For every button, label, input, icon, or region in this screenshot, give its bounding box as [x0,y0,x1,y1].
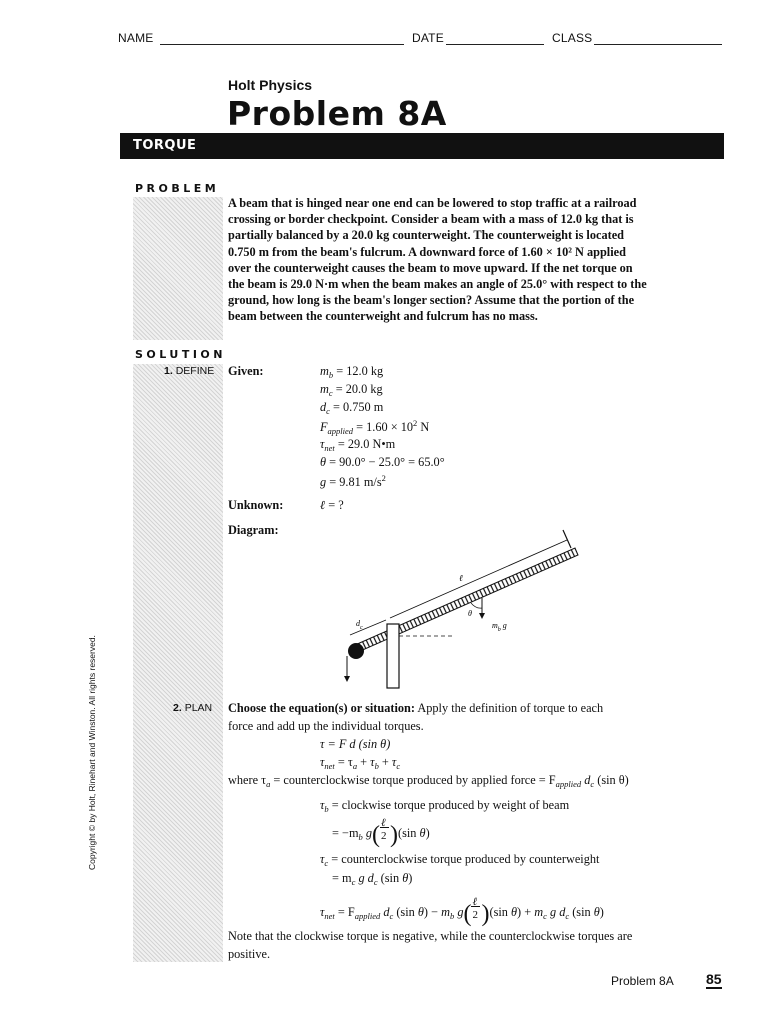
footer-problem-label: Problem 8A [611,974,674,988]
topic-bar [120,133,724,159]
copyright-notice: Copyright © by Holt, Rinehart and Winston. All rights reserved. [87,635,97,870]
problem-text: A beam that is hinged near one end can be lowered to stop traffic at a railroad crossing or border checkpoint. Consider a beam with a mass of 12.0 kg that is partially balanced by a 20.0 kg counterweight. The counterweight is located 0.750 m from the beam's fulcrum. A downward force of 1.60 × 10² N applied over the counterweight causes the beam to move upward. If the net torque on the beam is 29.0 N·m when the beam makes an angle of 25.0° with respect to the ground, how long is the beam's longer section? Assume that the portion of the beam between the counterweight and fulcrum has no mass. [228,196,647,324]
given-g: g = 9.81 $m/s^2$ [320,473,386,489]
plan-lead: Choose the equation(s) or situation: Apply the definition of torque to each [228,701,604,715]
fulcrum-post [387,624,399,688]
note-line1: Note that the clockwise torque is negative, while the counterclockwise torques are [228,929,633,943]
name-label: NAME [118,31,154,45]
series-title: Holt Physics [228,77,313,93]
eq-tau-b-text: $\tau_b$ = clockwise torque produced by weight of beam [320,798,570,814]
given-mb: $m_b = 12.0$ kg [320,364,384,380]
counterweight [348,643,364,659]
eq-tau-a: where $\tau_a$ = counterclockwise torque produced by applied force = $F_{applied}$ $d_c$ (sin θ) [228,773,629,789]
note-line2: positive. [228,947,271,961]
page-number: 85 [706,971,722,987]
eq-torque-def: τ = F d (sin θ) [320,737,391,751]
eq-tau-b: = $-m_b$ g( $\frac{\text{ℓ}}{2}$ )(sin θ) [332,817,430,848]
date-label: DATE [412,31,444,45]
given-theta: θ = 90.0° − 25.0° = 65.0° [320,455,445,469]
given-f-applied: $F_{applied} = 1.60 \times 10^2$ N [320,418,430,436]
given-dc: $d_c = 0.750$ m [320,400,384,416]
name-blank[interactable] [160,44,404,45]
step-plan-label: PLAN [184,702,213,714]
step-define-label: DEFINE [175,365,215,377]
problem-heading: PROBLEM [135,182,220,195]
eq-net-sum: $\tau_{net} = \tau_a + \tau_b + \tau_c$ [320,755,401,771]
beam-diagram [330,520,590,690]
unknown-label: Unknown: [228,498,284,512]
length-dimension-line [390,540,567,618]
topic-bar-label: TORQUE [133,138,197,153]
eq-tau-c: = $m_c$ g $d_c$ (sin θ) [332,871,413,887]
given-tau-net: $\tau_{net} = 29.0$ N•m [320,437,396,453]
plan-line2: force and add up the individual torques. [228,719,424,733]
class-label: CLASS [552,31,593,45]
step-plan [173,702,212,714]
length-label: ℓ [459,573,463,583]
solution-heading: SOLUTION [135,348,226,361]
diagram-label: Diagram: [228,523,279,537]
given-label: Given: [228,364,264,378]
step-define-number: 1. [164,365,173,377]
mbg-label: $m_b$ g [492,621,507,633]
step-plan-number: 2. [173,702,182,714]
weight-arrow [479,613,485,619]
problem-side-panel [133,197,223,340]
applied-force-arrow [344,676,350,682]
class-blank[interactable] [594,44,722,45]
eq-tau-c-text: $\tau_c$ = counterclockwise torque produced by counterweight [320,852,600,868]
page-title: Problem 8A [227,94,447,133]
dc-label: $d_c$ [356,619,363,631]
eq-net-full: $\tau_{net} = F_{applied}$ $d_c$ (sin $\theta) - m_b$ g( $\frac{\text{ℓ}}{2}$ )(sin $\theta) + m_c$ g $d_c$ (sin θ) [320,896,604,927]
step-define [164,365,214,377]
theta-label: θ [468,609,472,618]
unknown-value: ℓ = ? [320,498,344,512]
date-blank[interactable] [446,44,544,45]
given-mc: $m_c = 20.0$ kg [320,382,383,398]
solution-side-panel [133,364,223,962]
